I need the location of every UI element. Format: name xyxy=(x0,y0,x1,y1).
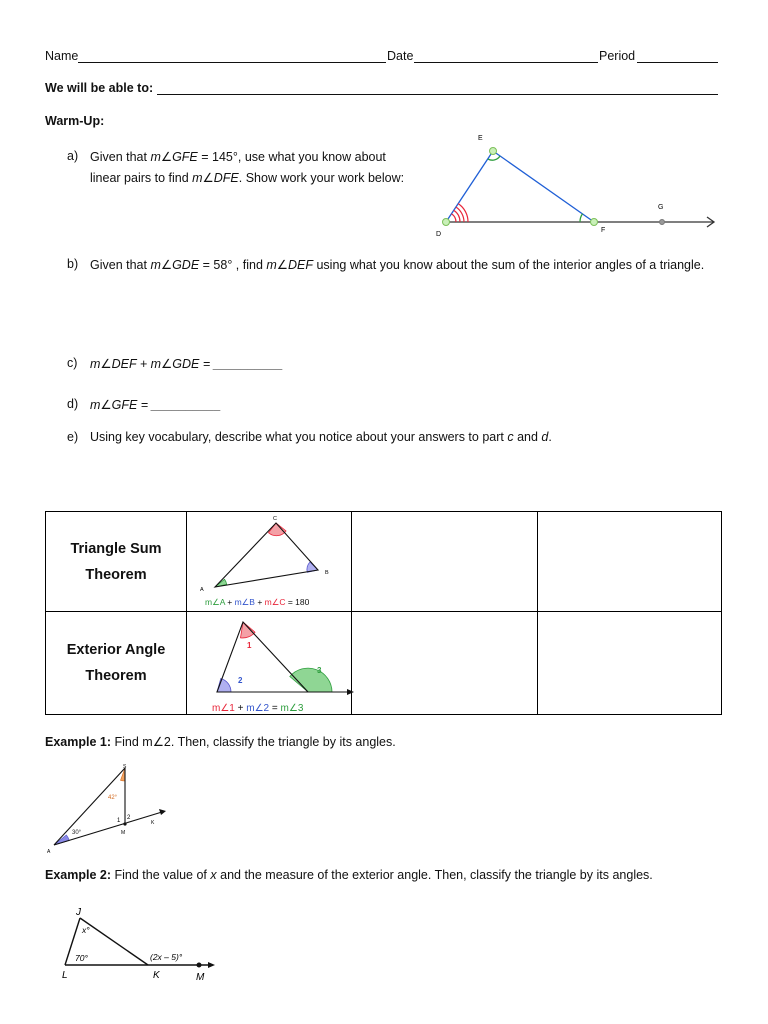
triangle-sum-figure-cell xyxy=(187,512,352,612)
exterior-angle-notes-cell-1[interactable] xyxy=(352,612,538,715)
label-j: J xyxy=(76,907,81,918)
formula-plus: + xyxy=(234,703,247,714)
part-a-text: linear pairs to find xyxy=(90,171,193,185)
angle-gde: m∠GDE xyxy=(150,258,200,272)
label-l: L xyxy=(62,970,68,981)
angle-3-fill xyxy=(290,668,332,692)
part-e-text: . xyxy=(548,430,552,444)
triangle-sum-figure xyxy=(187,512,351,612)
angle-dfe: m∠DFE xyxy=(192,171,239,185)
point-f xyxy=(591,219,598,226)
example-2-label: Example 2: xyxy=(45,868,112,882)
objective-label: We will be able to: xyxy=(45,81,154,95)
segment-de xyxy=(446,151,493,222)
objective-field[interactable] xyxy=(157,94,718,95)
point-d xyxy=(443,219,450,226)
label-1: 1 xyxy=(247,641,252,650)
label-a: A xyxy=(47,849,51,855)
label-k: K xyxy=(153,970,160,981)
segment-jk xyxy=(80,918,148,965)
label-c: C xyxy=(273,516,277,522)
angle-def: m∠DEF xyxy=(266,258,313,272)
label-m: M xyxy=(121,830,126,836)
theorem-row-triangle-sum xyxy=(46,512,722,612)
period-field[interactable] xyxy=(637,62,718,63)
name-label: Name xyxy=(45,49,79,63)
label-e: E xyxy=(478,135,483,142)
label-g: G xyxy=(658,204,664,211)
exterior-angle-title xyxy=(46,637,186,689)
part-e-c: c xyxy=(507,430,514,444)
example-1-text: Find m∠2. Then, classify the triangle by its angles. xyxy=(111,735,396,749)
example-2-prompt xyxy=(45,868,653,882)
label-3: 3 xyxy=(317,666,322,675)
part-b-line xyxy=(90,257,704,272)
part-b-text: using what you know about the sum of the interior angles of a triangle. xyxy=(313,258,705,272)
theorem-row-exterior-angle xyxy=(46,612,722,715)
triangle-sum-notes-cell-1[interactable] xyxy=(352,512,538,612)
name-field[interactable] xyxy=(78,62,386,63)
example-2-figure xyxy=(55,900,235,985)
part-a-marker: a) xyxy=(67,149,79,163)
point-m xyxy=(123,822,126,825)
formula-equals: = xyxy=(269,703,281,714)
formula-plus: + xyxy=(254,597,265,607)
part-a-line2 xyxy=(90,170,404,185)
formula-angle-c: m∠C xyxy=(264,597,286,607)
example-1-label: Example 1: xyxy=(45,735,112,749)
label-s: S xyxy=(123,764,127,770)
example-2-x: x xyxy=(210,868,217,882)
part-a-text: . Show work your work below: xyxy=(238,171,405,185)
example-1-figure xyxy=(45,762,175,857)
part-e-marker: e) xyxy=(67,430,79,444)
part-e-d: d xyxy=(541,430,549,444)
part-a-line1 xyxy=(90,149,386,164)
angle-gfe: m∠GFE xyxy=(150,150,198,164)
label-m: M xyxy=(196,972,205,983)
ray-arrow xyxy=(208,962,215,968)
period-label: Period xyxy=(599,49,636,63)
label-b: B xyxy=(325,570,329,576)
label-1: 1 xyxy=(117,818,121,824)
part-e-text: and xyxy=(513,430,542,444)
triangle-sum-notes-cell-2[interactable] xyxy=(538,512,722,612)
ray-ak xyxy=(54,812,162,845)
exterior-angle-notes-cell-2[interactable] xyxy=(538,612,722,715)
date-field[interactable] xyxy=(414,62,598,63)
label-2: 2 xyxy=(127,815,131,821)
part-b-text: Given that xyxy=(90,258,151,272)
angle-s-value: 42° xyxy=(108,795,118,801)
exterior-angle-figure-cell xyxy=(187,612,352,715)
angle-l-value: 70° xyxy=(75,953,88,963)
part-c-text: m∠DEF + m∠GDE = __________ xyxy=(90,357,284,371)
exterior-angle-value: (2x – 5)° xyxy=(150,952,183,962)
theorem-table xyxy=(45,511,722,715)
label-f: F xyxy=(601,227,606,234)
ray-arrow xyxy=(159,809,166,815)
exterior-angle-title-cell xyxy=(46,612,187,715)
label-d: D xyxy=(436,231,442,238)
part-c-marker: c) xyxy=(67,356,78,370)
part-e-text: Using key vocabulary, describe what you notice about your answers to part xyxy=(90,430,508,444)
triangle-sum-formula xyxy=(205,597,310,607)
part-a-text: = 145°, use what you know about xyxy=(197,150,386,164)
part-a-text: Given that xyxy=(90,150,151,164)
exterior-angle-title-line2: Theorem xyxy=(85,668,147,684)
formula-angle-3: m∠3 xyxy=(280,703,304,714)
part-e-line xyxy=(90,430,552,444)
part-b-text: = 58° , find xyxy=(199,258,267,272)
label-a: A xyxy=(200,587,204,593)
angle-f-arc xyxy=(580,214,583,222)
part-b-marker: b) xyxy=(67,257,79,271)
label-2: 2 xyxy=(238,676,243,685)
formula-angle-1: m∠1 xyxy=(212,703,235,714)
warmup-triangle-figure xyxy=(425,128,725,248)
point-e xyxy=(490,148,497,155)
example-2-text: Find the value of xyxy=(111,868,211,882)
angle-a-value: 30° xyxy=(72,830,82,836)
formula-plus: + xyxy=(224,597,235,607)
segment-ef xyxy=(493,151,594,222)
part-d-marker: d) xyxy=(67,397,79,411)
triangle-sum-title-cell xyxy=(46,512,187,612)
triangle-sum-title xyxy=(46,536,186,588)
date-label: Date xyxy=(387,49,414,63)
exterior-angle-figure xyxy=(187,612,351,715)
formula-equals: = 180 xyxy=(285,597,310,607)
point-m xyxy=(197,963,202,968)
label-k: K xyxy=(151,820,155,826)
part-d-text: m∠GFE = __________ xyxy=(90,398,222,412)
formula-angle-b: m∠B xyxy=(234,597,255,607)
angle-d-arc xyxy=(452,214,457,222)
exterior-angle-title-line1: Exterior Angle xyxy=(66,642,166,658)
triangle-abc xyxy=(215,523,318,587)
point-g xyxy=(660,220,665,225)
formula-angle-2: m∠2 xyxy=(246,703,270,714)
example-1-prompt xyxy=(45,734,396,749)
triangle-exterior xyxy=(217,622,308,692)
formula-angle-a: m∠A xyxy=(205,597,225,607)
triangle-sum-title-line2: Theorem xyxy=(85,566,147,583)
warmup-heading: Warm-Up: xyxy=(45,114,105,128)
triangle-sum-title-line1: Triangle Sum xyxy=(70,540,162,557)
exterior-angle-formula xyxy=(212,703,304,714)
segment-as xyxy=(54,768,125,845)
example-2-text: and the measure of the exterior angle. Then, classify the triangle by its angles. xyxy=(216,868,653,882)
angle-j-value: x° xyxy=(82,925,90,935)
